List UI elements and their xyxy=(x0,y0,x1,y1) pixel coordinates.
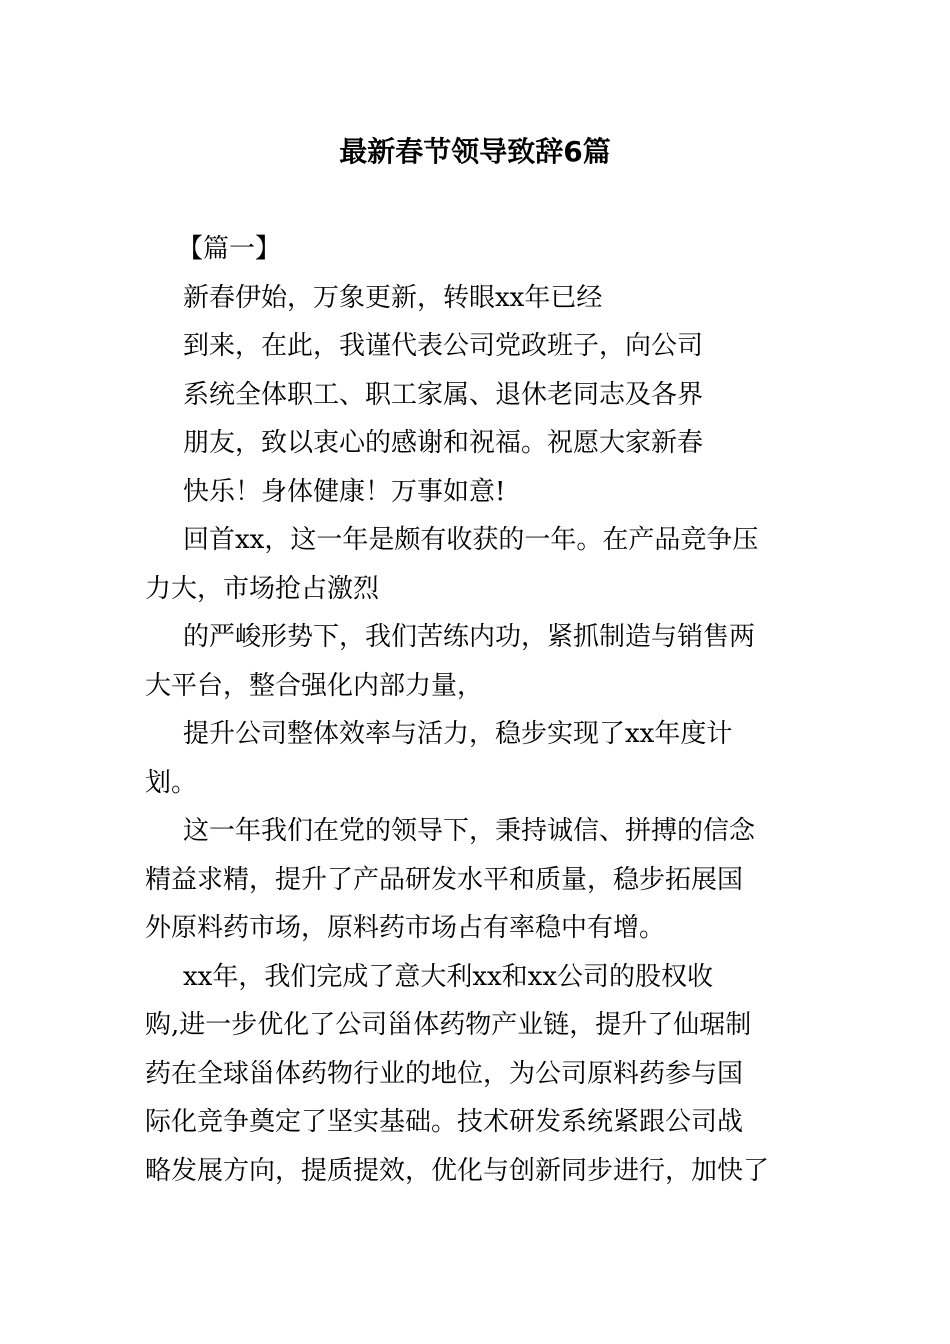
paragraph-line: xx年，我们完成了意大利xx和xx公司的股权收 xyxy=(183,961,713,992)
document-title: 最新春节领导致辞6篇 xyxy=(339,135,611,168)
paragraph-line: 购,进一步优化了公司甾体药物产业链，提升了仙琚制 xyxy=(145,1010,752,1040)
paragraph-line: 药在全球甾体药物行业的地位，为公司原料药参与国 xyxy=(145,1058,744,1089)
paragraph-line: 新春伊始，万象更新，转眼xx年已经 xyxy=(183,282,603,313)
paragraph-line: 外原料药市场，原料药市场占有率稳中有增。 xyxy=(145,913,666,943)
paragraph-line: 朋友，致以衷心的感谢和祝福。祝愿大家新春 xyxy=(183,428,704,458)
paragraph-line: 系统全体职工、职工家属、退休老同志及各界 xyxy=(183,379,704,410)
paragraph-line: 精益求精，提升了产品研发水平和质量，稳步拓展国 xyxy=(145,864,744,895)
paragraph-line: 大平台，整合强化内部力量， xyxy=(145,670,484,701)
paragraph-line: 回首xx，这一年是颇有收获的一年。在产品竞争压 xyxy=(183,525,759,555)
paragraph-line: 的严峻形势下，我们苦练内功，紧抓制造与销售两 xyxy=(183,622,756,652)
document-body xyxy=(145,225,815,1195)
paragraph-line: 快乐！身体健康！万事如意! xyxy=(183,476,506,507)
paragraph-line: 提升公司整体效率与活力，稳步实现了xx年度计 xyxy=(183,719,733,749)
paragraph-line: 略发展方向，提质提效，优化与创新同步进行，加快了 xyxy=(145,1155,770,1186)
paragraph-line: 划。 xyxy=(145,767,198,798)
paragraph-line: 到来，在此，我谨代表公司党政班子，向公司 xyxy=(183,331,704,361)
section-heading: 【篇一】 xyxy=(177,234,282,264)
paragraph-line: 际化竞争奠定了坚实基础。技术研发系统紧跟公司战 xyxy=(145,1107,744,1137)
paragraph-line: 力大，市场抢占激烈 xyxy=(145,573,380,604)
paragraph-line: 这一年我们在党的领导下，秉持诚信、拼搏的信念 xyxy=(183,816,756,846)
